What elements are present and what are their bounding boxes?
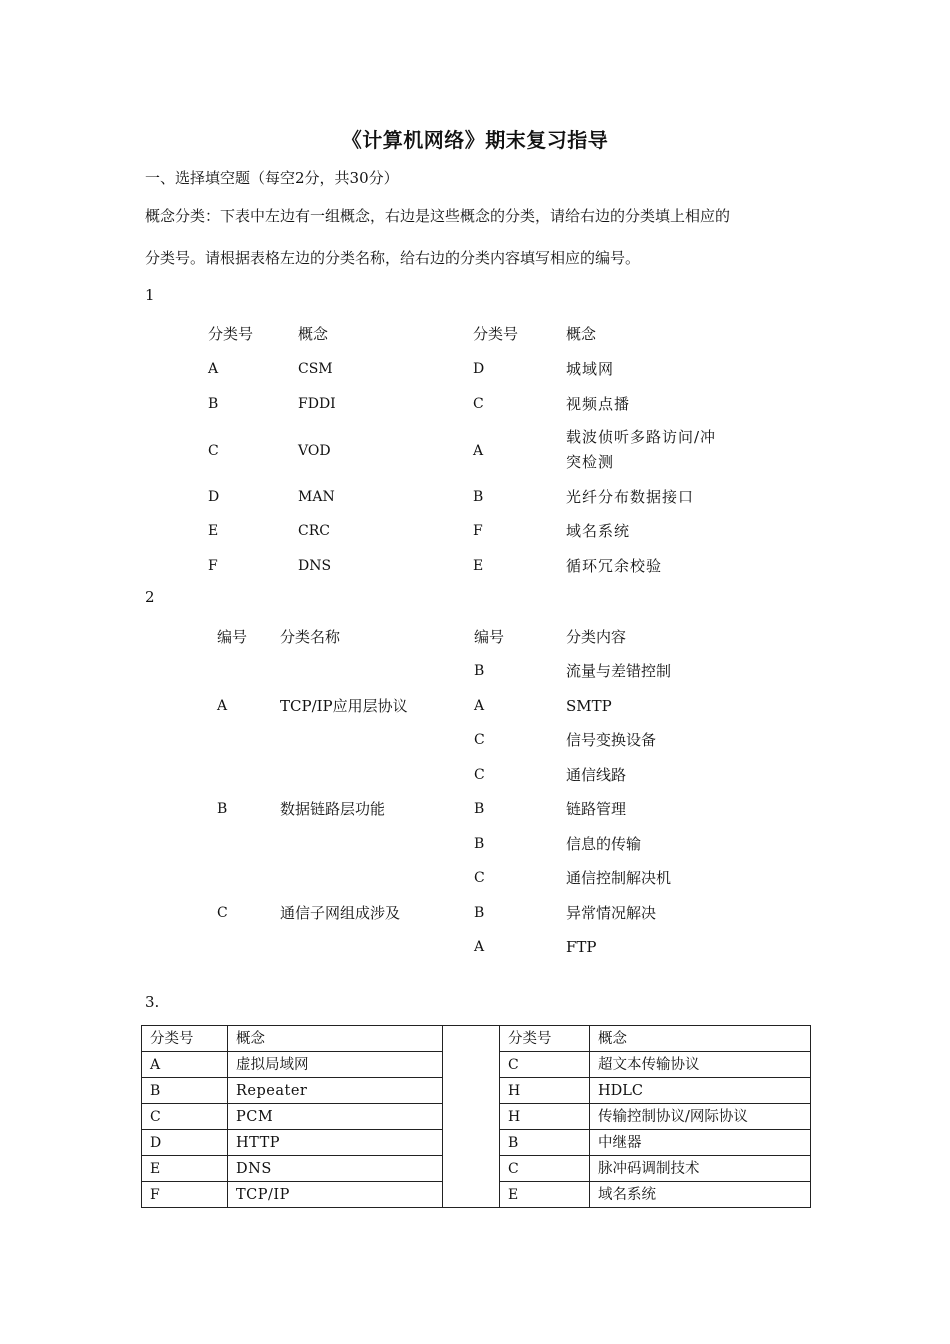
- q1-row-concept-left: CRC: [298, 523, 330, 539]
- q2-header-3: 分类内容: [566, 628, 627, 646]
- q3-code-right: H: [500, 1078, 590, 1104]
- q2-right-code: A: [474, 939, 485, 955]
- q3-code-left: B: [142, 1078, 228, 1104]
- q3-code-right: E: [500, 1182, 590, 1208]
- q2-right-content: FTP: [566, 938, 597, 956]
- q2-right-code: C: [474, 732, 485, 748]
- q2-right-content: 信号变换设备: [566, 731, 657, 749]
- q1-row-code-right: C: [473, 396, 484, 412]
- question-1-number: 1: [145, 286, 155, 304]
- q3-concept-right: 中继器: [590, 1130, 811, 1156]
- q3-header-cell: 概念: [590, 1026, 811, 1052]
- q3-code-left: A: [142, 1052, 228, 1078]
- q3-code-right: C: [500, 1156, 590, 1182]
- intro-text-line1: 概念分类：下表中左边有一组概念，右边是这些概念的分类，请给右边的分类填上相应的: [145, 207, 731, 225]
- q3-gap-cell: [443, 1182, 500, 1208]
- question-2-number: 2: [145, 588, 155, 606]
- q3-row: [142, 1078, 811, 1104]
- q3-concept-left: Repeater: [228, 1078, 443, 1104]
- q2-header-2: 编号: [474, 628, 505, 646]
- q2-right-content: 信息的传输: [566, 835, 642, 853]
- q1-row-code-right: D: [473, 361, 485, 377]
- q1-row-code-left: C: [208, 443, 219, 459]
- q1-header-2: 分类号: [473, 325, 519, 343]
- q3-header-cell: 分类号: [142, 1026, 228, 1052]
- q2-left-name: 通信子网组成涉及: [280, 904, 401, 922]
- question-3-table: [141, 1025, 811, 1208]
- q2-right-content: 通信线路: [566, 766, 627, 784]
- q1-header-0: 分类号: [208, 325, 254, 343]
- q3-concept-right: 脉冲码调制技术: [590, 1156, 811, 1182]
- q2-right-content: 通信控制解决机: [566, 869, 672, 887]
- page-title: 《计算机网络》期末复习指导: [341, 128, 609, 152]
- q2-right-content: 流量与差错控制: [566, 662, 672, 680]
- q2-left-code: A: [217, 698, 228, 714]
- q2-left-name: 数据链路层功能: [280, 800, 386, 818]
- q1-row-code-right: F: [473, 523, 483, 539]
- q3-row: [142, 1156, 811, 1182]
- q1-row-concept-right: 循环冗余校验: [566, 557, 663, 575]
- q2-right-code: C: [474, 767, 485, 783]
- q3-row: [142, 1052, 811, 1078]
- q1-header-1: 概念: [298, 325, 329, 343]
- q2-left-code: B: [217, 801, 228, 817]
- q2-left-code: C: [217, 905, 228, 921]
- q1-row-concept-right-cont: 突检测: [566, 453, 615, 471]
- q1-row-code-right: B: [473, 489, 484, 505]
- q2-header-1: 分类名称: [280, 628, 341, 646]
- q3-code-right: C: [500, 1052, 590, 1078]
- q1-row-code-right: E: [473, 558, 484, 574]
- q2-right-content: SMTP: [566, 697, 612, 715]
- q3-gap-cell: [443, 1130, 500, 1156]
- q2-right-content: 异常情况解决: [566, 904, 657, 922]
- q3-code-left: D: [142, 1130, 228, 1156]
- q1-row-concept-right: 载波侦听多路访问/冲: [566, 428, 717, 446]
- q3-code-left: E: [142, 1156, 228, 1182]
- q2-right-code: B: [474, 663, 485, 679]
- q2-header-0: 编号: [217, 628, 248, 646]
- q3-gap-cell: [443, 1104, 500, 1130]
- q1-row-code-left: B: [208, 396, 219, 412]
- q2-right-code: B: [474, 905, 485, 921]
- q3-concept-right: HDLC: [590, 1078, 811, 1104]
- q1-row-concept-right: 视频点播: [566, 395, 631, 413]
- q3-row: [142, 1182, 811, 1208]
- section-heading: 一、选择填空题（每空2分，共30分）: [145, 169, 399, 187]
- q3-header-cell: 分类号: [500, 1026, 590, 1052]
- q3-concept-left: 虚拟局域网: [228, 1052, 443, 1078]
- q1-row-code-left: D: [208, 489, 220, 505]
- q1-row-concept-left: VOD: [298, 443, 331, 459]
- q2-left-name: TCP/IP应用层协议: [280, 697, 408, 715]
- q1-row-concept-left: FDDI: [298, 396, 336, 412]
- q3-gap-cell: [443, 1026, 500, 1052]
- q3-concept-left: TCP/IP: [228, 1182, 443, 1208]
- q3-header-row: [142, 1026, 811, 1052]
- q3-gap-cell: [443, 1156, 500, 1182]
- q3-concept-right: 传输控制协议/网际协议: [590, 1104, 811, 1130]
- q1-row-code-left: E: [208, 523, 219, 539]
- q3-gap-cell: [443, 1052, 500, 1078]
- q2-right-code: A: [474, 698, 485, 714]
- q3-gap-cell: [443, 1078, 500, 1104]
- q3-row: [142, 1130, 811, 1156]
- q3-concept-left: PCM: [228, 1104, 443, 1130]
- q3-concept-right: 超文本传输协议: [590, 1052, 811, 1078]
- q2-right-code: B: [474, 801, 485, 817]
- q2-right-content: 链路管理: [566, 800, 627, 818]
- q1-row-concept-right: 光纤分布数据接口: [566, 488, 695, 506]
- q3-code-right: H: [500, 1104, 590, 1130]
- q3-concept-right: 域名系统: [590, 1182, 811, 1208]
- q3-code-left: F: [142, 1182, 228, 1208]
- intro-text-line2: 分类号。请根据表格左边的分类名称，给右边的分类内容填写相应的编号。: [145, 249, 641, 267]
- q1-row-concept-right: 域名系统: [566, 522, 631, 540]
- q1-header-3: 概念: [566, 325, 597, 343]
- q3-code-left: C: [142, 1104, 228, 1130]
- q2-right-code: B: [474, 836, 485, 852]
- q2-right-code: C: [474, 870, 485, 886]
- q1-row-concept-right: 城域网: [566, 360, 615, 378]
- q1-row-concept-left: CSM: [298, 361, 333, 377]
- q1-row-code-left: F: [208, 558, 218, 574]
- q1-row-code-left: A: [208, 361, 219, 377]
- q1-row-concept-left: DNS: [298, 558, 332, 574]
- q3-row: [142, 1104, 811, 1130]
- q1-row-concept-left: MAN: [298, 489, 335, 505]
- q3-header-cell: 概念: [228, 1026, 443, 1052]
- q1-row-code-right: A: [473, 443, 484, 459]
- question-3-number: 3.: [145, 993, 160, 1011]
- q3-concept-left: HTTP: [228, 1130, 443, 1156]
- q3-concept-left: DNS: [228, 1156, 443, 1182]
- q3-code-right: B: [500, 1130, 590, 1156]
